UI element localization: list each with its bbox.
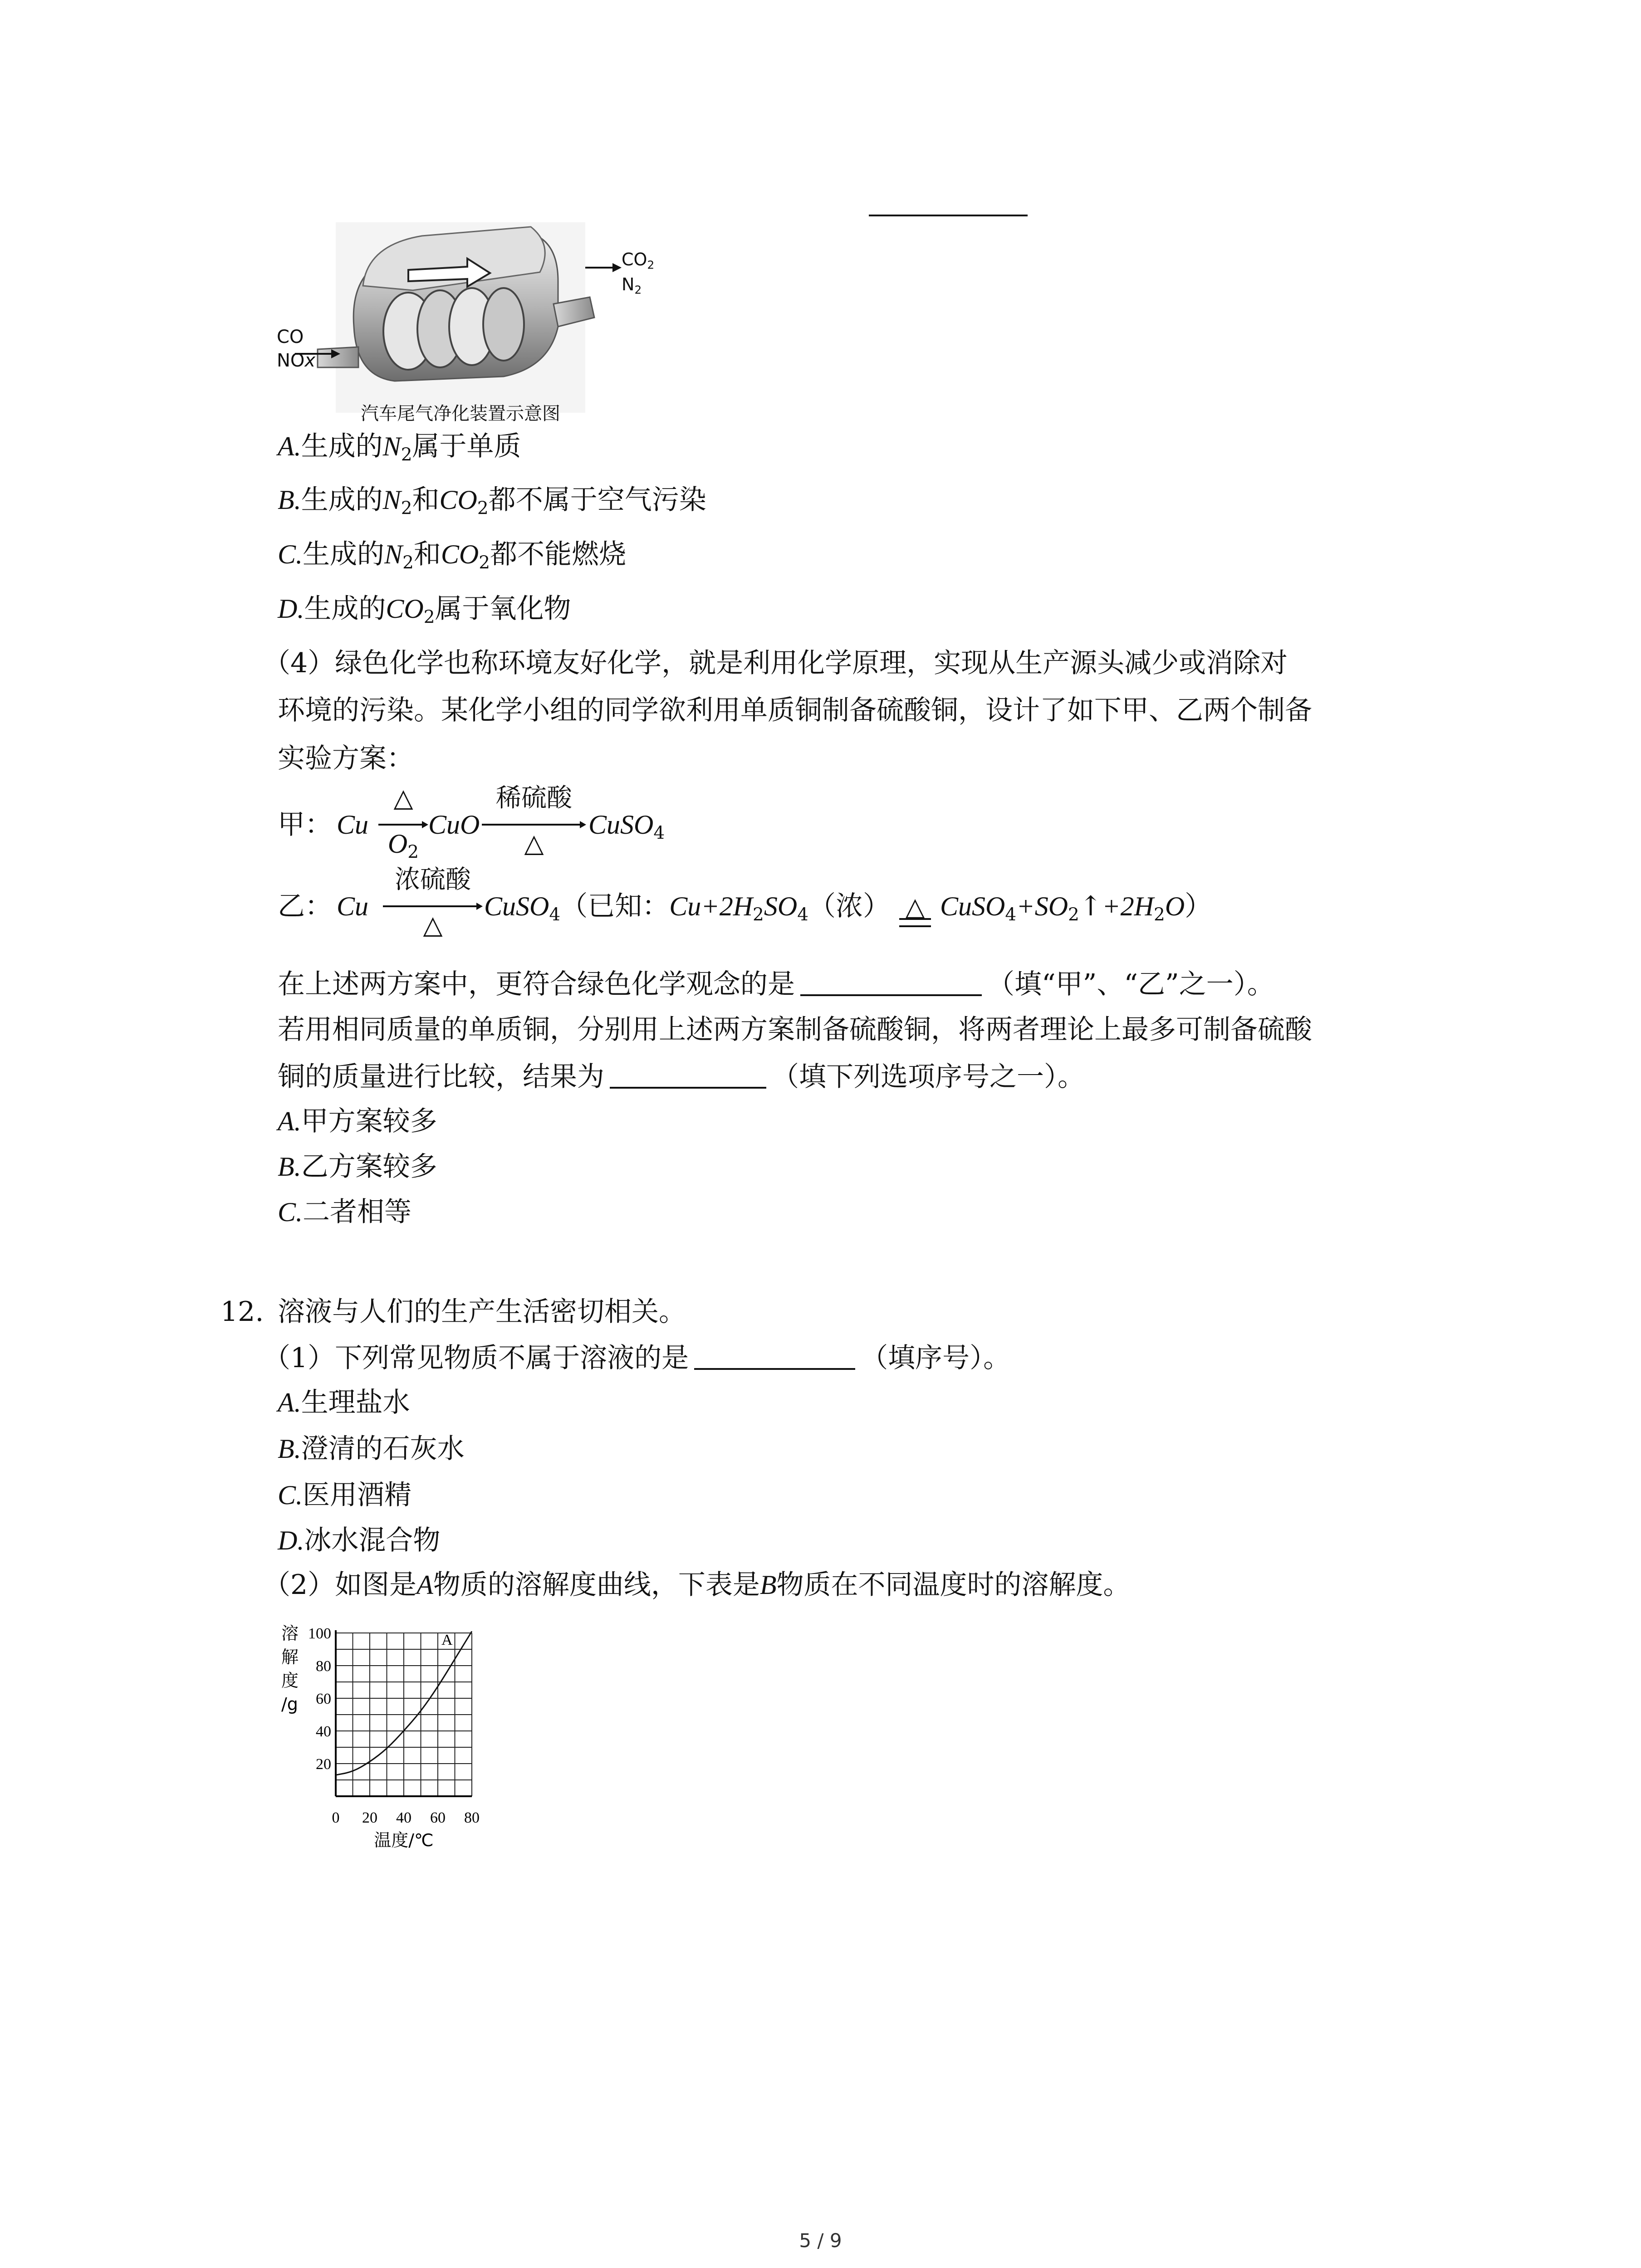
y-tick-label: 20: [316, 1756, 331, 1773]
option-mid: 和: [413, 538, 441, 570]
substance-a: A: [416, 1570, 433, 1600]
inlet-label-nox: [277, 350, 315, 371]
q12-part-2: [263, 1569, 1131, 1601]
page-number: 5 / 9: [799, 2229, 842, 2252]
arrow-condition-dilute-acid: 稀硫酸: [496, 783, 572, 813]
option-text: 乙方案较多: [301, 1151, 437, 1183]
y-axis-label-char: 解: [281, 1647, 299, 1667]
formula-sub: 2: [477, 498, 489, 519]
x-tick-label: 80: [464, 1809, 480, 1826]
inlet-label-co: CO: [277, 327, 304, 347]
scheme-yi-arrow: [383, 866, 483, 943]
eq-double-line: [899, 918, 931, 927]
q12-1-option-d: [278, 1524, 440, 1557]
option-letter: A.: [278, 1388, 301, 1418]
option-text: 生理盐水: [301, 1387, 410, 1418]
q11-4-question-line-3: [278, 1060, 1085, 1093]
eq-right-1: CuSO: [940, 891, 1005, 921]
q11-4-question-line-2: 若用相同质量的单质铜，分别用上述两方案制备硫酸铜，将两者理论上最多可制备硫酸: [278, 1014, 1312, 1046]
question-number: 12.: [220, 1296, 264, 1328]
q11-3-option-a: [278, 430, 521, 463]
eq-sub: 2: [1068, 904, 1079, 925]
q-text: （填“甲”、“乙”之一）。: [987, 968, 1274, 1000]
q-text: （1）下列常见物质不属于溶液的是: [263, 1342, 689, 1374]
option-letter: C.: [278, 539, 303, 569]
q-text: （2）如图是: [263, 1569, 417, 1601]
option-letter: A.: [278, 1106, 301, 1136]
formula-n2: N: [382, 431, 401, 461]
q-text: 物质在不同温度时的溶解度。: [776, 1569, 1131, 1601]
formula-sub: 2: [634, 283, 642, 297]
option-letter: B.: [278, 485, 301, 515]
q11-4-option-c: [278, 1196, 411, 1228]
option-pre: 生成的: [301, 484, 383, 516]
scheme-jia-arrow-2: [482, 785, 586, 862]
formula-sub: 2: [401, 498, 412, 519]
formula-n2: N: [384, 539, 403, 569]
known-suffix: ）: [1185, 890, 1212, 922]
option-letter: D.: [278, 1525, 304, 1555]
x-tick-label: 60: [430, 1809, 446, 1826]
x-tick-label: 20: [362, 1809, 377, 1826]
eq-sub: 2: [1153, 904, 1165, 925]
formula-co2: CO: [441, 539, 479, 569]
y-tick-label: 100: [308, 1625, 331, 1642]
option-letter: C.: [278, 1197, 303, 1227]
q11-4-question-line-1: [278, 967, 1274, 1001]
eq-condition: [890, 890, 940, 924]
x-tick-label: 40: [396, 1809, 411, 1826]
option-post: 属于单质: [412, 430, 521, 462]
option-pre: 生成的: [303, 538, 385, 570]
y-axis-label-char: 溶: [281, 1623, 299, 1643]
o2-main: O: [387, 829, 408, 859]
option-text: 冰水混合物: [304, 1525, 441, 1556]
option-letter: A.: [278, 431, 301, 461]
arrow-line: [482, 820, 586, 829]
substance-b: B: [759, 1570, 777, 1600]
answer-blank-top[interactable]: [869, 215, 1028, 216]
scheme-jia-arrow-1: [378, 785, 428, 862]
known-prefix: （已知：: [560, 890, 670, 922]
option-mid: 和: [412, 484, 440, 516]
eq-right-3: +2H: [1102, 891, 1154, 921]
eq-sub: 2: [753, 904, 764, 925]
y-tick-label: 60: [316, 1691, 331, 1707]
eq-sub: 4: [1005, 904, 1017, 925]
q11-3-option-d: [278, 592, 571, 628]
answer-blank-not-solution[interactable]: [694, 1341, 855, 1370]
option-text: 二者相等: [303, 1196, 412, 1228]
nox-x: x: [304, 350, 316, 371]
solubility-chart-svg: [272, 1615, 508, 1869]
arrow-condition-conc-acid: 浓硫酸: [395, 865, 471, 894]
option-post: 属于氧化物: [435, 593, 571, 625]
arrow-line: [378, 820, 428, 829]
eq-sub: 4: [797, 904, 809, 925]
scheme-yi-product-and-known: [484, 890, 1212, 924]
option-text: 甲方案较多: [301, 1105, 437, 1137]
q-text: 在上述两方案中，更符合绿色化学观念的是: [278, 968, 795, 1000]
option-post: 都不属于空气污染: [488, 484, 706, 516]
cuso4-sub: 4: [549, 904, 561, 925]
option-post: 都不能燃烧: [490, 538, 627, 570]
outlet-label-n2: $N_2$: [622, 274, 642, 297]
eq-gas-arrow: ↑: [1079, 890, 1102, 922]
scheme-jia-product: [588, 808, 665, 844]
formula-sub: 2: [401, 445, 412, 465]
y-axis-label-char: /g: [281, 1694, 298, 1714]
series-label-A: A: [441, 1632, 453, 1648]
answer-blank-green[interactable]: [800, 967, 982, 996]
figure-caption: 汽车尾气净化装置示意图: [361, 403, 560, 424]
formula-co2: CO: [386, 594, 424, 624]
eq-left-2: SO: [764, 891, 798, 921]
inlet-label-nox-text: NOx: [277, 350, 316, 371]
answer-blank-compare[interactable]: [610, 1060, 766, 1089]
option-text: 医用酒精: [303, 1479, 412, 1511]
q11-4-option-a: [278, 1105, 437, 1138]
q12-stem: [220, 1295, 686, 1328]
q12-part-1: [263, 1341, 1010, 1374]
cuso4-main: CuSO: [484, 891, 549, 921]
formula-co2: CO: [439, 485, 477, 515]
exhaust-device-figure: [277, 218, 753, 431]
x-tick-label: 0: [332, 1809, 340, 1826]
q-text: （填序号）。: [861, 1342, 1011, 1374]
eq-right-2: +SO: [1016, 891, 1068, 921]
scheme-jia-cuo: CuO: [428, 810, 480, 840]
q11-3-option-b: [278, 484, 706, 519]
option-letter: B.: [278, 1152, 301, 1182]
eq-conc: （浓）: [808, 890, 891, 922]
option-letter: C.: [278, 1480, 303, 1510]
q11-3-option-c: [278, 538, 626, 571]
q11-4-intro-line-1: （4）绿色化学也称环境友好化学，就是利用化学原理，实现从生产源头减少或消除对: [263, 647, 1288, 679]
formula-sub: 2: [402, 552, 414, 573]
formula-n2: N: [382, 485, 401, 515]
formula-sub: 2: [423, 607, 435, 628]
eq-right-4: O: [1165, 891, 1185, 921]
scheme-yi-label: 乙：: [278, 890, 332, 922]
arrow-condition-heat: △: [393, 783, 413, 813]
arrow-condition-o2: [378, 829, 428, 863]
x-axis-label: 温度/℃: [374, 1830, 434, 1850]
option-text: 澄清的石灰水: [301, 1433, 465, 1465]
option-pre: 生成的: [301, 430, 383, 462]
formula-sub: 2: [647, 258, 655, 272]
arrow-line: [383, 902, 483, 911]
q12-1-option-a: [278, 1386, 410, 1419]
eq-left: Cu+2H: [669, 891, 753, 921]
q-text: （填下列选项序号之一）。: [772, 1061, 1085, 1093]
q-text: 物质的溶解度曲线，下表是: [433, 1569, 760, 1601]
y-tick-label: 40: [316, 1723, 331, 1740]
q-text: 铜的质量进行比较，结果为: [278, 1061, 604, 1093]
q12-1-option-b: [278, 1432, 465, 1465]
option-letter: B.: [278, 1434, 301, 1464]
outlet-label-co2: $CO_2$: [622, 249, 655, 272]
arrow-condition-heat: △: [423, 910, 443, 940]
o2-sub: 2: [407, 842, 419, 863]
y-axis-label-char: 度: [281, 1671, 299, 1691]
cuso4-sub: 4: [653, 823, 665, 844]
scheme-yi-cu: Cu: [337, 891, 369, 921]
formula-sub: 2: [479, 552, 490, 573]
q11-4-intro-line-3: 实验方案：: [278, 743, 414, 774]
eq-heat: △: [905, 892, 925, 922]
solubility-chart: [272, 1615, 508, 1869]
scheme-jia-cu: Cu: [337, 810, 369, 840]
cuso4-main: CuSO: [588, 810, 654, 840]
q11-4-option-b: [278, 1150, 437, 1183]
arrow-condition-heat: △: [524, 829, 544, 858]
y-tick-label: 80: [316, 1658, 331, 1675]
scheme-jia-label: 甲：: [278, 809, 332, 841]
q12-1-option-c: [278, 1479, 411, 1511]
option-letter: D.: [278, 594, 304, 624]
q11-4-intro-line-2: 环境的污染。某化学小组的同学欲利用单质铜制备硫酸铜，设计了如下甲、乙两个制备: [278, 694, 1312, 726]
option-pre: 生成的: [304, 593, 386, 625]
question-stem: 溶液与人们的生产生活密切相关。: [278, 1296, 686, 1328]
